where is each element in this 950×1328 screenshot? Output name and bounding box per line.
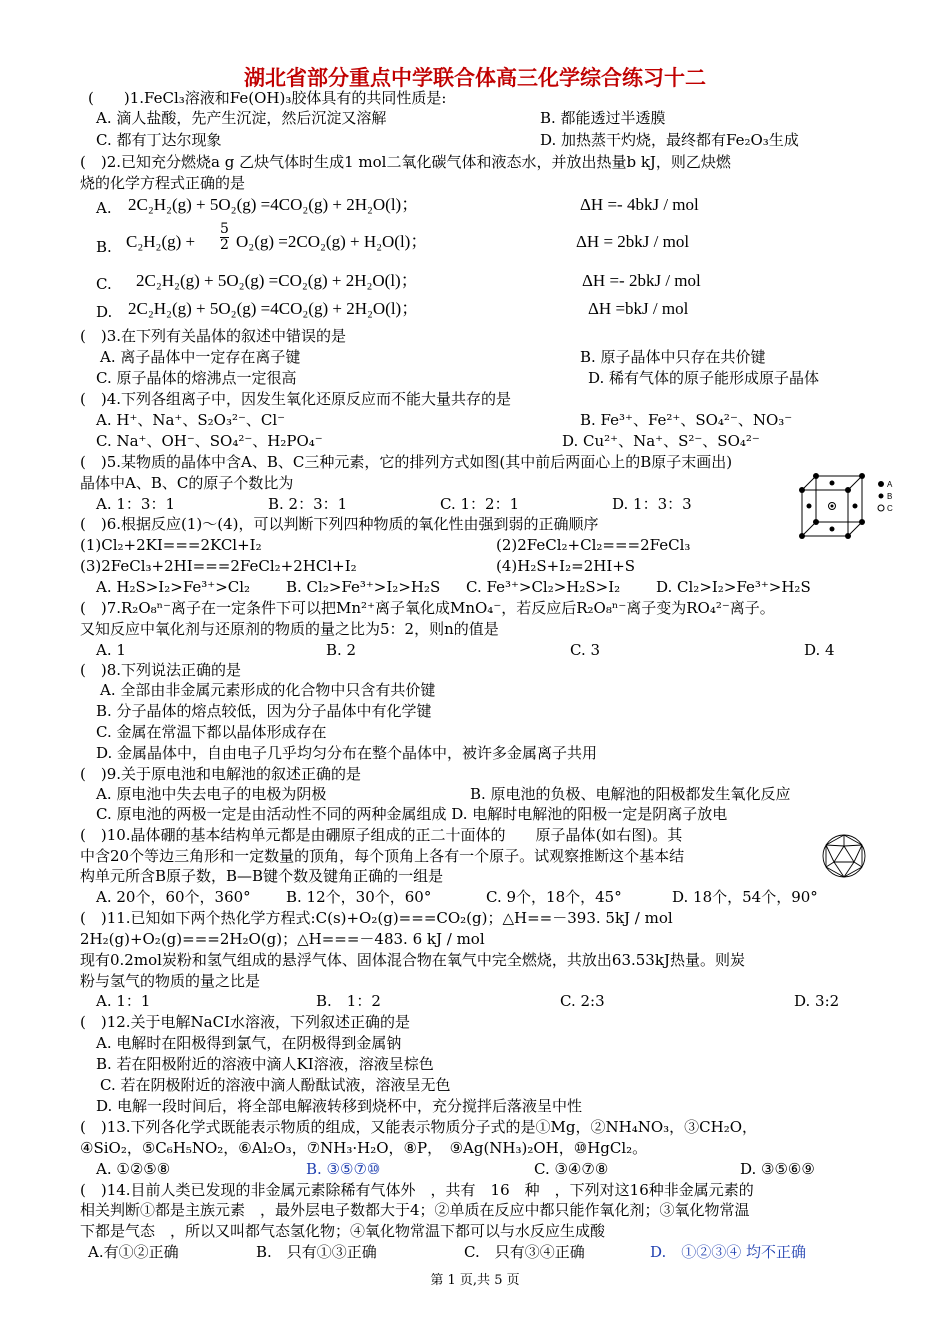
q11-option-d: D. 3:2 <box>794 992 840 1010</box>
q11-equation-2: 2H₂(g)+O₂(g)===2H₂O(g)；△H===－483. 6 kJ / mol <box>80 930 485 948</box>
q11-option-b: B. 1：2 <box>316 992 381 1010</box>
legend-label-c: C <box>887 504 893 513</box>
q4-option-a: A. H⁺、Na⁺、S₂O₃²⁻、Cl⁻ <box>96 411 286 429</box>
q7-option-d: D. 4 <box>804 641 835 659</box>
question-3: ( )3.在下列有关晶体的叙述中错误的是 <box>80 327 347 345</box>
q9-option-b: B. 原电池的负极、电解池的阳极都发生氧化反应 <box>470 785 791 803</box>
q10-option-d: D. 18个，54个，90° <box>672 888 818 906</box>
q8-option-d: D. 金属晶体中，自由电子几乎均匀分布在整个晶体中，被许多金属离子共用 <box>96 744 598 762</box>
question-5-cont: 晶体中A、B、C的原子个数比为 <box>80 474 294 492</box>
q11-option-a: A. 1：1 <box>96 992 151 1010</box>
question-12: ( )12.关于电解NaCI水溶液，下列叙述正确的是 <box>80 1013 411 1031</box>
page-title: 湖北省部分重点中学联合体高三化学综合练习十二 <box>244 66 706 90</box>
question-4: ( )4.下列各组离子中，因发生氧化还原反应而不能大量共存的是 <box>80 390 512 408</box>
q3-option-a: A. 离子晶体中一定存在离子键 <box>100 348 301 366</box>
q2-option-b-label: B. <box>96 238 112 256</box>
q12-option-d: D. 电解一段时间后，将全部电解液转移到烧杯中，充分搅拌后落液呈中性 <box>96 1097 583 1115</box>
q10-option-b: B. 12个，30个，60° <box>286 888 432 906</box>
question-1: ( )1.FeCl₃溶液和Fe(OH)₃胶体具有的共同性质是: <box>88 89 447 107</box>
question-14-cont-2: 下都是气态 ，所以又叫都气态氢化物；④氧化物常温下都可以与水反应生成酸 <box>80 1222 606 1240</box>
icosahedron-figure <box>820 832 868 880</box>
q2-option-b-equation-part2: O₂(g) =2CO₂(g) + H₂O(l)； <box>236 232 428 251</box>
crystal-cube-figure <box>796 468 876 542</box>
q1-option-b: B. 都能透过半透膜 <box>540 109 666 127</box>
q7-option-c: C. 3 <box>570 641 601 659</box>
q10-option-c: C. 9个，18个，45° <box>486 888 622 906</box>
question-7-cont: 又知反应中氧化剂与还原剂的物质的量之比为5：2，则n的值是 <box>80 620 499 638</box>
q5-option-d: D. 1：3：3 <box>612 495 692 513</box>
question-13-cont: ④SiO₂，⑤C₆H₅NO₂，⑥Al₂O₃，⑦NH₃·H₂O，⑧P， ⑨Ag(NH₃)₂OH，⑩HgCl₂。 <box>80 1139 648 1157</box>
q2-option-d-label: D. <box>96 303 113 321</box>
q12-option-a: A. 电解时在阳极得到氯气，在阴极得到金属钠 <box>96 1034 402 1052</box>
q2-option-a-equation: 2C₂H₂(g) + 5O₂(g) =4CO₂(g) + 2H₂O(l)； <box>128 195 419 214</box>
q2-option-b-fraction <box>220 222 229 253</box>
question-2: ( )2.已知充分燃烧a g 乙炔气体时生成1 mol二氧化碳气体和液态水，并放出热量b kJ，则乙炔燃 <box>80 153 731 171</box>
q14-option-c: C. 只有③④正确 <box>464 1243 585 1261</box>
q12-option-b: B. 若在阳极附近的溶液中滴人KI溶液，溶液呈棕色 <box>96 1055 434 1073</box>
q2-option-c-enthalpy: ΔH =- 2bkJ / mol <box>582 271 701 290</box>
page-footer: 第 1 页,共 5 页 <box>430 1273 520 1288</box>
q7-option-a: A. 1 <box>96 641 126 659</box>
q4-option-d: D. Cu²⁺、Na⁺、S²⁻、SO₄²⁻ <box>562 432 760 450</box>
q2-option-a-label: A. <box>96 199 112 217</box>
q2-option-c-label: C. <box>96 275 112 293</box>
fraction-numerator: 5 <box>220 221 229 237</box>
figure-legend <box>876 478 896 518</box>
question-11-cont-2: 粉与氢气的物质的量之比是 <box>80 972 261 990</box>
question-10-cont-2: 构单元所含B原子数，B—B键个数及键角正确的一组是 <box>80 867 444 885</box>
q2-option-a-enthalpy: ΔH =- 4bkJ / mol <box>580 195 699 214</box>
q6-option-a: A. H₂S>I₂>Fe³⁺>Cl₂ <box>96 578 251 596</box>
question-9: ( )9.关于原电池和电解池的叙述正确的是 <box>80 765 362 783</box>
q3-option-c: C. 原子晶体的熔沸点一定很高 <box>96 369 297 387</box>
q1-option-a: A. 滴人盐酸，先产生沉淀，然后沉淀又溶解 <box>96 109 387 127</box>
q2-option-b-equation-part1: C₂H₂(g) + <box>126 232 196 251</box>
q10-option-a: A. 20个，60个，360° <box>96 888 251 906</box>
q6-option-b: B. Cl₂>Fe³⁺>I₂>H₂S <box>286 578 441 596</box>
question-2-cont: 烧的化学方程式正确的是 <box>80 174 246 192</box>
question-10: ( )10.晶体硼的基本结构单元都是由硼原子组成的正二十面体的 原子晶体(如右图)。其 <box>80 826 683 844</box>
q14-option-a: A.有①②正确 <box>88 1243 179 1261</box>
q13-option-b-text: B. ③⑤⑦⑩ <box>306 1160 381 1178</box>
q5-option-c: C. 1：2：1 <box>440 495 520 513</box>
q11-option-c: C. 2:3 <box>560 992 605 1010</box>
q5-option-a: A. 1：3：1 <box>96 495 175 513</box>
q6-option-c: C. Fe³⁺>Cl₂>H₂S>I₂ <box>466 578 621 596</box>
q6-reaction-2: (2)2FeCl₂+Cl₂===2FeCl₃ <box>496 536 691 554</box>
q2-option-c-equation: 2C₂H₂(g) + 5O₂(g) =CO₂(g) + 2H₂O(l)； <box>136 271 418 290</box>
q3-option-d: D. 稀有气体的原子能形成原子晶体 <box>588 369 820 387</box>
question-14: ( )14.目前人类已发现的非金属元素除稀有气体外 ，共有 16 种 ，下列对这16种非金属元素的 <box>80 1181 754 1199</box>
q2-option-d-equation: 2C₂H₂(g) + 5O₂(g) =4CO₂(g) + 2H₂O(l)； <box>128 299 419 318</box>
q13-option-d: D. ③⑤⑥⑨ <box>740 1160 815 1178</box>
question-6: ( )6.根据反应(1)～(4)，可以判断下列四种物质的氧化性由强到弱的正确顺序 <box>80 515 599 533</box>
q2-option-b-enthalpy: ΔH = 2bkJ / mol <box>576 232 690 251</box>
question-10-cont-1: 中含20个等边三角形和一定数量的顶角，每个顶角上各有一个原子。试观察推断这个基本结 <box>80 847 685 865</box>
q12-option-c: C. 若在阴极附近的溶液中滴人酚酞试液，溶液呈无色 <box>100 1076 451 1094</box>
q9-option-c-d: C. 原电池的两极一定是由活动性不同的两种金属组成 D. 电解时电解池的阳极一定是阴离子放电 <box>96 805 728 823</box>
question-11-cont-1: 现有0.2mol炭粉和氢气组成的悬浮气体、固体混合物在氧气中完全燃烧，共放出63.53kJ热量。则炭 <box>80 951 745 969</box>
q6-option-d: D. Cl₂>I₂>Fe³⁺>H₂S <box>656 578 811 596</box>
q6-reaction-4: (4)H₂S+I₂=2HI+S <box>496 557 636 575</box>
q13-option-c: C. ③④⑦⑧ <box>534 1160 609 1178</box>
q3-option-b: B. 原子晶体中只存在共价键 <box>580 348 766 366</box>
q6-reaction-3: (3)2FeCl₃+2HI===2FeCl₂+2HCl+I₂ <box>80 557 357 575</box>
legend-label-a: A <box>887 480 893 489</box>
question-11: ( )11.已知如下两个热化学方程式:C(s)+O₂(g)===CO₂(g)；△H==－393. 5kJ / mol <box>80 909 673 927</box>
q14-option-b: B. 只有①③正确 <box>256 1243 377 1261</box>
q1-option-d: D. 加热蒸干灼烧，最终都有Fe₂O₃生成 <box>540 131 799 149</box>
q1-option-c: C. 都有丁达尔现象 <box>96 131 222 149</box>
fraction-denominator: 2 <box>220 237 229 253</box>
q6-reaction-1: (1)Cl₂+2KI===2KCl+I₂ <box>80 536 262 554</box>
question-5: ( )5.某物质的晶体中含A、B、C三种元素，它的排列方式如图(其中前后两面心上的B原子末画出) <box>80 453 733 471</box>
question-7: ( )7.R₂O₈ⁿ⁻离子在一定条件下可以把Mn²⁺离子氧化成MnO₄⁻，若反应后R₂O₈ⁿ⁻离子变为RO₄²⁻离子。 <box>80 599 775 617</box>
q13-option-a: A. ①②⑤⑧ <box>96 1160 171 1178</box>
question-13: ( )13.下列各化学式既能表示物质的组成，又能表示物质分子式的是①Mg，②NH₄NO₃，③CH₂O， <box>80 1118 758 1136</box>
q5-option-b: B. 2：3：1 <box>268 495 348 513</box>
q13-option-b <box>306 1159 380 1179</box>
q8-option-a: A. 全部由非金属元素形成的化合物中只含有共价键 <box>100 681 436 699</box>
q4-option-c: C. Na⁺、OH⁻、SO₄²⁻、H₂PO₄⁻ <box>96 432 323 450</box>
legend-label-b: B <box>887 492 893 501</box>
question-14-cont-1: 相关判断①都是主族元素 ，最外层电子数都大于4；②单质在反应中都只能作氧化剂；③氧化物常温 <box>80 1201 750 1219</box>
q8-option-b: B. 分子晶体的熔点较低，因为分子晶体中有化学键 <box>96 702 432 720</box>
q8-option-c: C. 金属在常温下都以晶体形成存在 <box>96 723 327 741</box>
q9-option-a: A. 原电池中失去电子的电极为阴极 <box>96 785 327 803</box>
question-8: ( )8.下列说法正确的是 <box>80 661 242 679</box>
q4-option-b: B. Fe³⁺、Fe²⁺、SO₄²⁻、NO₃⁻ <box>580 411 793 429</box>
q14-option-d: D. ①②③④ 均不正确 <box>650 1243 807 1261</box>
q7-option-b: B. 2 <box>326 641 357 659</box>
q2-option-d-enthalpy: ΔH =bkJ / mol <box>588 299 689 318</box>
